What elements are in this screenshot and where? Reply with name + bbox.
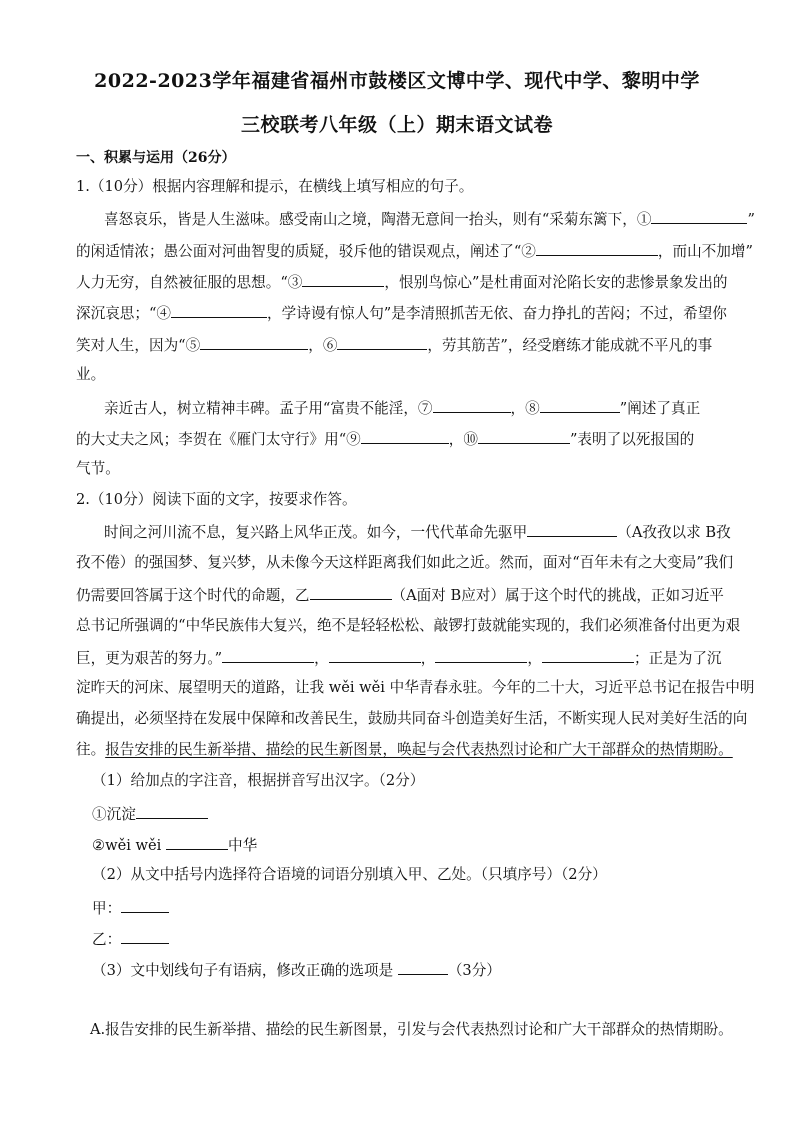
answer-blank-7[interactable] (433, 397, 511, 413)
q2-line1: 时间之河川流不息，复兴路上风华正茂。如今，一代代革命先驱甲 （A孜孜以求 B孜 (104, 521, 722, 543)
answer-blank-b[interactable] (329, 647, 421, 663)
answer-blank-yi[interactable] (310, 584, 392, 600)
q1-p1-line1: 喜怒哀乐，皆是人生滋味。感受南山之境，陶潜无意间一抬头，则有“采菊东篱下，① ” (104, 208, 722, 230)
section-heading: 一、积累与运用（26分） (76, 150, 236, 166)
q1-p1-line6: 业。 (76, 366, 106, 383)
answer-blank-5[interactable] (200, 334, 308, 350)
q2-line7: 确提出，必须坚持在发展中保障和改善民生，鼓励共同奋斗创造美好生活，不断实现人民对美好生活的向 (76, 710, 748, 727)
q2-line8: 往。报告安排的民生新举措、描绘的民生新图景，唤起与会代表热烈讨论和广大干部群众的热情期盼。 (76, 741, 733, 758)
option-a: A.报告安排的民生新举措、描绘的民生新图景，引发与会代表热烈讨论和广大干部群众的热情期盼。 (90, 1021, 733, 1038)
answer-blank-jia[interactable] (527, 521, 617, 537)
q2-sub2-yi: 乙： (92, 928, 738, 950)
q2-sub1-a: ①沉淀 (92, 803, 738, 825)
answer-blank-8[interactable] (540, 397, 620, 413)
q2-line2: 孜不倦）的强国梦、复兴梦，从未像今天这样距离我们如此之近。然而，面对“百年未有之大变局”我们 (76, 554, 734, 571)
q2-sub2: （2）从文中括号内选择符合语境的词语分别填入甲、乙处。（只填序号）（2分） (92, 866, 607, 883)
answer-blank-10[interactable] (478, 428, 570, 444)
answer-blank-4[interactable] (171, 302, 267, 318)
q1-p2-line3: 气节。 (76, 460, 120, 477)
answer-blank-2[interactable] (536, 240, 658, 256)
exam-title-line-1: 2022-2023学年福建省福州市鼓楼区文博中学、现代中学、黎明中学 (94, 70, 700, 92)
q1-p1-line2: 的闲适情浓；愚公面对河曲智叟的质疑，驳斥他的错误观点，阐述了“② ，而山不加增” (76, 240, 722, 262)
answer-blank-option[interactable] (398, 959, 448, 975)
q1-p1-line5: 笑对人生，因为“⑤ ，⑥ ，劳其筋苦”，经受磨练才能成就不平凡的事 (76, 334, 722, 356)
q1-stem: 1.（10分）根据内容理解和提示，在横线上填写相应的句子。 (76, 178, 474, 195)
answer-blank-1[interactable] (651, 208, 747, 224)
q2-sub1: （1）给加点的字注音，根据拼音写出汉字。（2分） (92, 772, 425, 789)
answer-blank-6[interactable] (337, 334, 427, 350)
answer-blank-pinyin[interactable] (136, 803, 208, 819)
q2-sub2-jia: 甲： (92, 897, 738, 919)
answer-blank-a[interactable] (222, 647, 314, 663)
answer-blank-hanzi[interactable] (166, 834, 228, 850)
exam-title-line-2: 三校联考八年级（上）期末语文试卷 (240, 114, 553, 136)
q2-line6: 淀昨天的河床、展望明天的道路，让我 wěi wěi 中华青春永驻。今年的二十大，习近平总书记在报告中明 (76, 679, 755, 696)
underlined-sentence: 报告安排的民生新举措、描绘的民生新图景，唤起与会代表热烈讨论和广大干部群众的热情期盼。 (105, 741, 733, 758)
q2-sub1-b: ②wěi wěi 中华 (92, 834, 738, 856)
answer-blank-jia-choice[interactable] (121, 897, 169, 913)
answer-blank-d[interactable] (542, 647, 634, 663)
answer-blank-3[interactable] (302, 271, 384, 287)
q1-p2-line2: 的大丈夫之风；李贺在《雁门太守行》用“⑨ ，⑩ ”表明了以死报国的 (76, 428, 722, 450)
q2-line4: 总书记所强调的“中华民族伟大复兴，绝不是轻轻松松、敲锣打鼓就能实现的，我们必须准备付出更为艰 (76, 617, 741, 634)
answer-blank-c[interactable] (435, 647, 527, 663)
q2-sub3: （3）文中划线句子有语病，修改正确的选项是 （3分） (92, 959, 738, 981)
q1-p1-line4: 深沉哀思；“④ ，学诗谩有惊人句”是李清照抓苦无依、奋力挣扎的苦闷；不过，希望你 (76, 302, 722, 324)
q2-line5: 巨，更为艰苦的努力。” ， ， ， ；正是为了沉 (76, 647, 722, 669)
q1-p2-line1: 亲近古人，树立精神丰碑。孟子用“富贵不能淫，⑦ ，⑧ ”阐述了真正 (104, 397, 722, 419)
q2-stem: 2.（10分）阅读下面的文字，按要求作答。 (76, 491, 357, 508)
answer-blank-9[interactable] (361, 428, 449, 444)
q2-line3: 仍需要回答属于这个时代的命题，乙 （A面对 B应对）属于这个时代的挑战，正如习近平 (76, 584, 722, 606)
q1-p1-line3: 人力无穷，自然被征服的思想。“③ ，恨别鸟惊心”是杜甫面对沦陷长安的悲惨景象发出的 (76, 271, 722, 293)
answer-blank-yi-choice[interactable] (121, 928, 169, 944)
